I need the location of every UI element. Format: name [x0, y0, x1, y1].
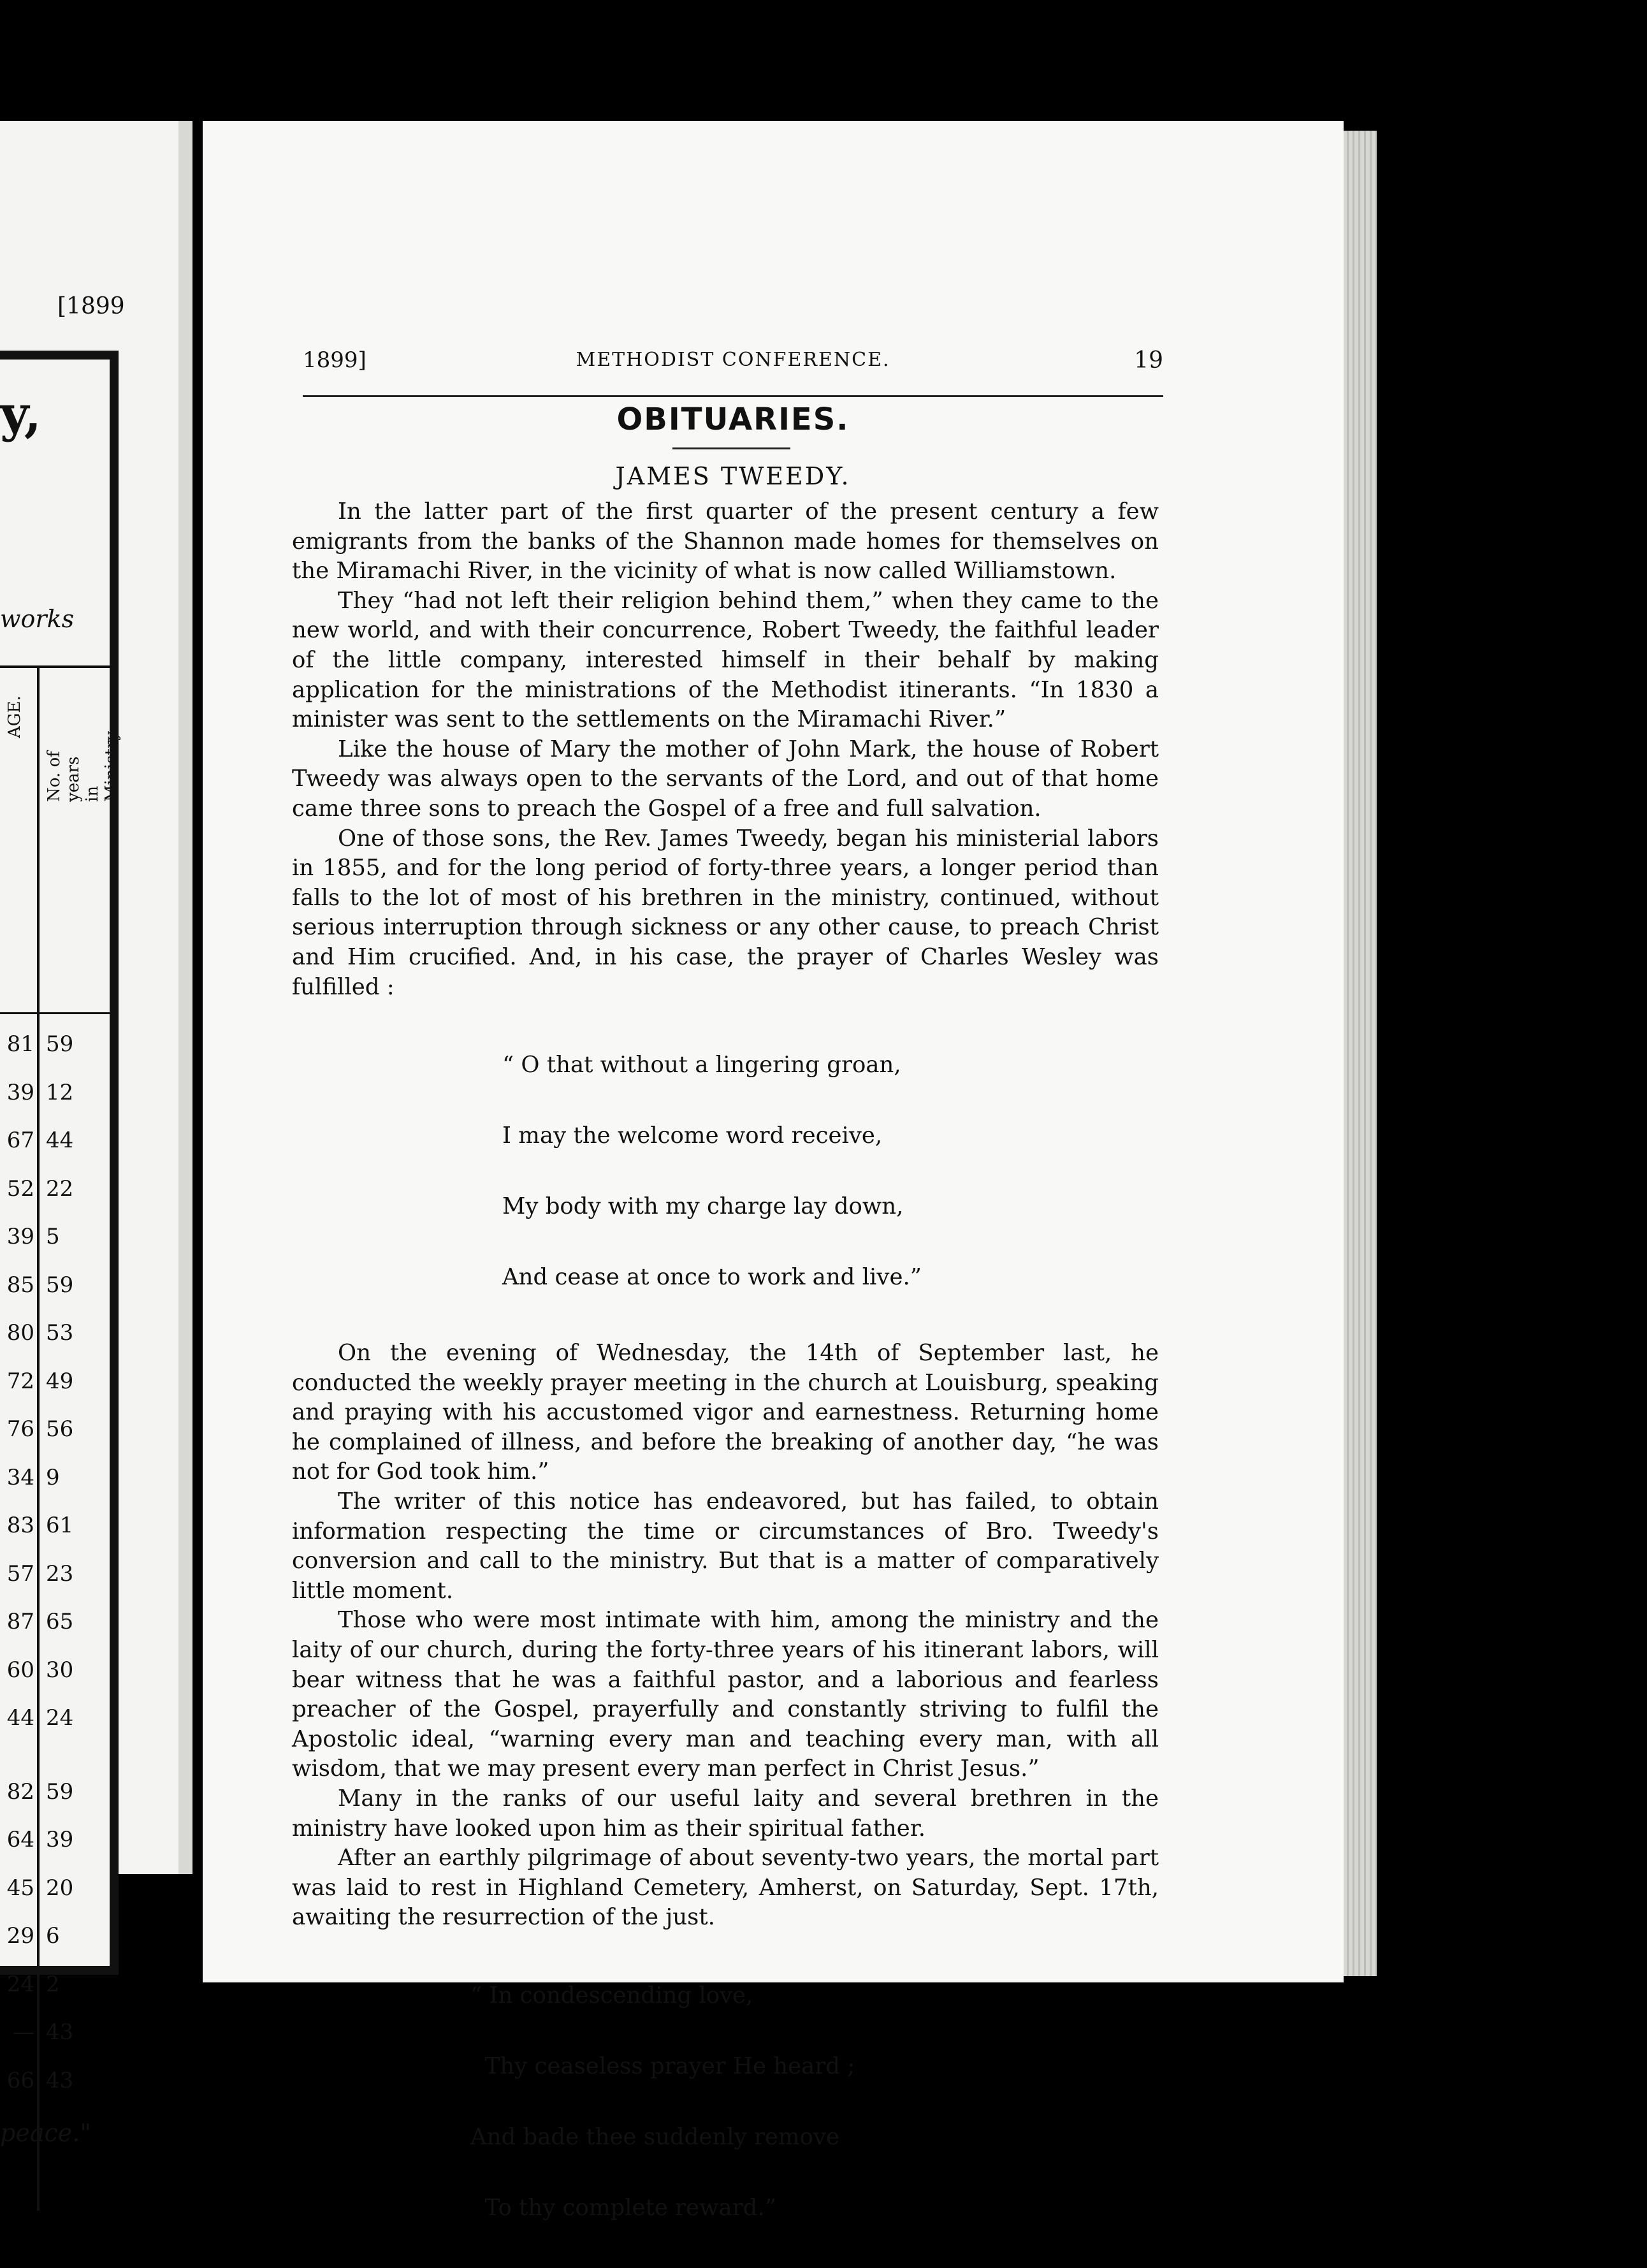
years-cell: 59 — [46, 1272, 74, 1298]
left-page-works-fragment: works — [0, 605, 75, 633]
age-cell: 66 — [6, 2067, 34, 2093]
age-cell: 60 — [6, 1657, 34, 1683]
paragraph: In the latter part of the first quarter of the present century a few emigrants from the banks of the Shannon made homes for themselves on the Miramachi River, in the vicinity of what is now called Williamstown. — [292, 498, 1159, 585]
years-cell: 6 — [46, 1923, 60, 1949]
years-cell: 56 — [46, 1416, 74, 1442]
left-page-title-fragment: y, — [0, 385, 42, 443]
verse-line: I may the welcome word receive, — [502, 1123, 883, 1149]
age-cell: 72 — [6, 1368, 34, 1394]
years-cell: 53 — [46, 1320, 74, 1346]
left-page-table — [0, 665, 121, 2093]
age-cell: 52 — [6, 1175, 34, 1202]
age-cell: 44 — [6, 1705, 34, 1731]
age-cell: 64 — [6, 1827, 34, 1852]
years-cell: 2 — [46, 1971, 60, 1997]
age-cell: 83 — [6, 1513, 34, 1538]
age-cell: 87 — [6, 1609, 34, 1634]
years-column-header — [45, 728, 121, 802]
paragraph: They “had not left their religion behind them,” when they came to the new world, and with their concurrence, Robert Tweedy, the faithful leader of the little company, interested himself in their behalf by making application for the ministrations of the Methodist itinerants. “In 1830 a minister was sent to the settlements on the Miramachi River.” — [292, 587, 1159, 733]
years-header-line: No. of years — [45, 751, 83, 802]
years-cell: 22 — [46, 1175, 74, 1202]
table-column-divider — [37, 668, 40, 2211]
obituary-body — [292, 497, 1159, 2267]
verse-line: And cease at once to work and live.” — [502, 1264, 922, 1291]
age-cell: 67 — [6, 1128, 34, 1153]
years-cell: 61 — [46, 1513, 74, 1538]
paragraph: On the evening of Wednesday, the 14th of September last, he conducted the weekly prayer meeting in the church at Louisburg, speaking and praying with his accustomed vigor and earnestness. Returning home he complained of illness, and before the breaking of another day, “he was not for God took him.” — [292, 1340, 1159, 1485]
left-page-year: [1899 — [57, 293, 125, 319]
running-header — [303, 347, 1163, 386]
years-cell: 39 — [46, 1827, 74, 1852]
header-rule — [303, 395, 1163, 397]
left-page-peace-fragment: peace." — [0, 2119, 91, 2147]
header-year: 1899] — [303, 347, 366, 373]
age-cell: 39 — [6, 1224, 34, 1249]
years-cell: 23 — [46, 1560, 74, 1587]
paragraph: Many in the ranks of our useful laity and several brethren in the ministry have looked upon him as their spiritual father. — [292, 1785, 1159, 1842]
age-cell: — — [13, 2019, 34, 2045]
age-cell: 29 — [6, 1923, 34, 1949]
age-cell: 34 — [6, 1464, 34, 1490]
years-cell: 20 — [46, 1875, 74, 1901]
left-page-frame — [0, 351, 121, 2147]
verse-line: To thy complete reward.” — [470, 2194, 776, 2221]
age-cell: 85 — [6, 1272, 34, 1298]
verse-wesley — [292, 1006, 1159, 1336]
years-cell: 44 — [46, 1128, 74, 1153]
verse-line: And bade thee suddenly remove — [470, 2123, 840, 2150]
verse-line: My body with my charge lay down, — [502, 1193, 904, 1220]
left-page-edge — [178, 121, 192, 1874]
paragraph: Like the house of Mary the mother of John Mark, the house of Robert Tweedy was always open to the servants of the Lord, and out of that home came three sons to preach the Gospel of a free and full salvation. — [292, 736, 1159, 822]
years-cell: 43 — [46, 2019, 74, 2045]
obituary-subtitle: JAMES TWEEDY. — [615, 462, 851, 490]
paragraph: One of those sons, the Rev. James Tweedy, began his ministerial labors in 1855, and for the long period of forty-three years, a longer period than falls to the lot of most of his brethren in the ministry, continued, without serious interruption through sickness or any other cause, to preach Christ and Him crucified. And, in his case, the prayer of Charles Wesley was fulfilled : — [292, 825, 1159, 1000]
age-cell: 76 — [6, 1416, 34, 1442]
verse-closing — [292, 1937, 1159, 2267]
paragraph: Those who were most intimate with him, among the ministry and the laity of our church, during the forty-three years of his itinerant labors, will bear witness that he was a faithful pastor, and a laborious and fearless preacher of the Gospel, prayerfully and constantly striving to fulfil the Apostolic ideal, “warning every man and teaching every man, with all wisdom, that we may present every man perfect in Christ Jesus.” — [292, 1607, 1159, 1782]
years-cell: 49 — [46, 1368, 74, 1394]
verse-line: “ In condescending love, — [470, 1982, 753, 2009]
age-cell: 80 — [6, 1320, 34, 1346]
section-title: OBITUARIES. — [616, 402, 850, 437]
years-cell: 30 — [46, 1657, 74, 1683]
years-cell: 5 — [46, 1224, 60, 1249]
years-cell: 43 — [46, 2067, 74, 2093]
verse-line: “ O that without a lingering groan, — [502, 1052, 901, 1079]
years-cell: 9 — [46, 1464, 60, 1490]
table-header-rule — [0, 1012, 110, 1014]
paragraph: After an earthly pilgrimage of about seventy-two years, the mortal part was laid to rest in Highland Cemetery, Amherst, on Saturday, Sept. 17th, awaiting the resurrection of the just. — [292, 1845, 1159, 1931]
age-cell: 24 — [6, 1971, 34, 1997]
years-cell: 59 — [46, 1778, 74, 1805]
age-cell: 39 — [6, 1079, 34, 1105]
age-cell: 82 — [6, 1778, 34, 1805]
age-cell: 81 — [6, 1031, 34, 1057]
title-rule — [672, 447, 790, 449]
header-running-title: METHODIST CONFERENCE. — [576, 349, 890, 371]
years-cell: 65 — [46, 1609, 74, 1634]
years-cell: 12 — [46, 1079, 74, 1105]
page-number: 19 — [1134, 347, 1163, 374]
age-cell: 57 — [6, 1560, 34, 1587]
years-header-line: in Ministry. — [83, 728, 121, 802]
age-column-header: AGE. — [5, 695, 24, 738]
left-facing-page — [0, 121, 178, 2147]
paragraph: The writer of this notice has endeavored, but has failed, to obtain information respecting the time or circumstances of Bro. Tweedy's conversion and call to the ministry. But that is a matter of comparatively little moment. — [292, 1488, 1159, 1604]
years-cell: 59 — [46, 1031, 74, 1057]
age-cell: 45 — [6, 1875, 34, 1901]
verse-line: Thy ceaseless prayer He heard ; — [470, 2053, 855, 2079]
years-cell: 24 — [46, 1705, 74, 1731]
